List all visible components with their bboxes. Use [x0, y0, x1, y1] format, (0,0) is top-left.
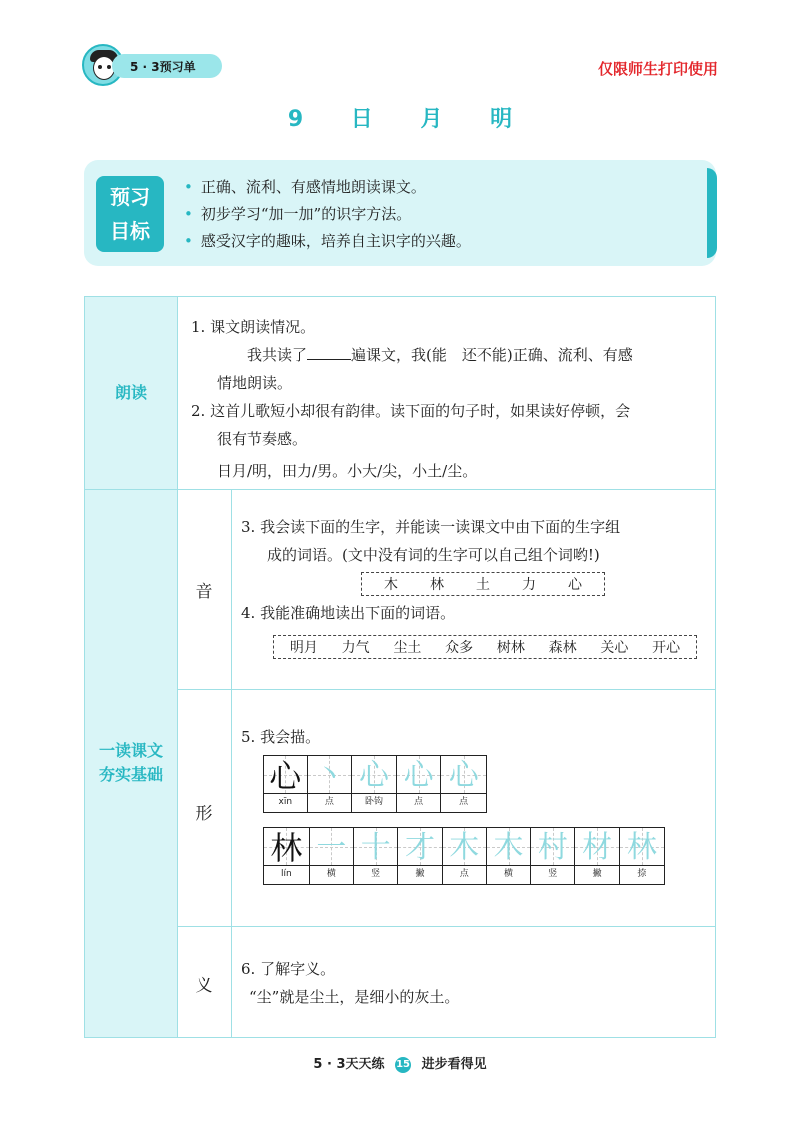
q1-line2: 情地朗读。 [217, 374, 293, 392]
count-blank[interactable] [307, 344, 351, 360]
goal-item: • 初步学习“加一加”的识字方法。 [184, 205, 412, 223]
goals-label: 预习 目标 [96, 176, 164, 252]
exercise-table [84, 296, 716, 1038]
page-number: 15 [395, 1057, 411, 1073]
word-box [273, 635, 697, 659]
word: 力气 [341, 640, 370, 656]
lesson-title: 9 日 月 明 [287, 107, 533, 132]
meaning-content [241, 955, 711, 1011]
goal-item: • 感受汉字的趣味，培养自主识字的兴趣。 [184, 232, 471, 250]
goals-box [84, 160, 716, 266]
footer-left: 5 · 3天天练 [313, 1057, 385, 1072]
tracing-cell[interactable]: 才 撇 [398, 828, 442, 884]
basics-label: 一读课文 夯实基础 [98, 741, 163, 784]
word: 众多 [445, 640, 474, 656]
goals-list [184, 174, 471, 255]
bullet-icon: • [184, 178, 193, 196]
tracing-cell[interactable]: 木 横 [487, 828, 531, 884]
tracing-cell[interactable]: 村 竖 [531, 828, 575, 884]
word: 树林 [496, 640, 525, 656]
reading-content [191, 313, 707, 485]
tracing-cell[interactable]: 心 卧钩 [352, 756, 397, 812]
tracing-cell[interactable]: 心 点 [441, 756, 486, 812]
bullet-icon: • [184, 232, 193, 250]
character-box [361, 572, 605, 596]
tracing-grid-lin [263, 827, 665, 885]
character: 土 [476, 577, 490, 593]
tracing-cell[interactable]: 丶 点 [308, 756, 353, 812]
sound-label: 音 [195, 582, 213, 602]
q6-title: 6. 了解字义。 [241, 960, 336, 978]
q2-example: 日月/明，田力/男。小大/尖，小土/尘。 [217, 462, 478, 480]
q1-line1: 我共读了 遍课文，我(能 还不能)正确、流利、有感 [247, 346, 633, 364]
word: 尘土 [393, 640, 422, 656]
character: 力 [522, 577, 536, 593]
shape-label: 形 [195, 804, 213, 824]
print-notice: 仅限师生打印使用 [597, 60, 718, 78]
q6-text: “尘”就是尘土，是细小的灰土。 [249, 988, 460, 1006]
tracing-cell[interactable]: 一 横 [310, 828, 354, 884]
tracing-cell[interactable]: 心 点 [397, 756, 442, 812]
tracing-cell: 林 lín [264, 828, 310, 884]
page-footer [0, 1053, 800, 1073]
word: 明月 [289, 640, 318, 656]
sound-content [241, 513, 711, 569]
tracing-cell: 心 xīn [264, 756, 308, 812]
word: 关心 [600, 640, 629, 656]
tracing-grid-xin [263, 755, 487, 813]
q3-line1: 3. 我会读下面的生字，并能读一读课文中由下面的生字组 [241, 518, 621, 536]
reading-label: 朗读 [114, 383, 147, 402]
character: 木 [384, 577, 398, 593]
tracing-cell[interactable]: 木 点 [443, 828, 487, 884]
q2-line1: 2. 这首儿歌短小却很有韵律。读下面的句子时，如果读好停顿，会 [191, 402, 631, 420]
tracing-cell[interactable]: 十 竖 [354, 828, 398, 884]
footer-right: 进步看得见 [421, 1057, 487, 1072]
q4-title: 4. 我能准确地读出下面的词语。 [241, 604, 456, 622]
q2-line2: 很有节奏感。 [217, 430, 308, 448]
q1-title: 1. 课文朗读情况。 [191, 318, 316, 336]
meaning-label: 义 [195, 976, 213, 996]
tracing-cell[interactable]: 材 撇 [575, 828, 619, 884]
bullet-icon: • [184, 205, 193, 223]
series-badge: 5 · 3预习单 [112, 54, 222, 78]
character: 心 [568, 577, 582, 593]
q5-title: 5. 我会描。 [241, 728, 321, 746]
goal-item: • 正确、流利、有感情地朗读课文。 [184, 178, 426, 196]
q3-line2: 成的词语。(文中没有词的生字可以自己组个词哟!) [267, 546, 600, 564]
tracing-cell[interactable]: 林 捺 [620, 828, 664, 884]
goals-side-tab [707, 168, 717, 258]
word: 森林 [548, 640, 577, 656]
word: 开心 [652, 640, 681, 656]
character: 林 [430, 577, 444, 593]
